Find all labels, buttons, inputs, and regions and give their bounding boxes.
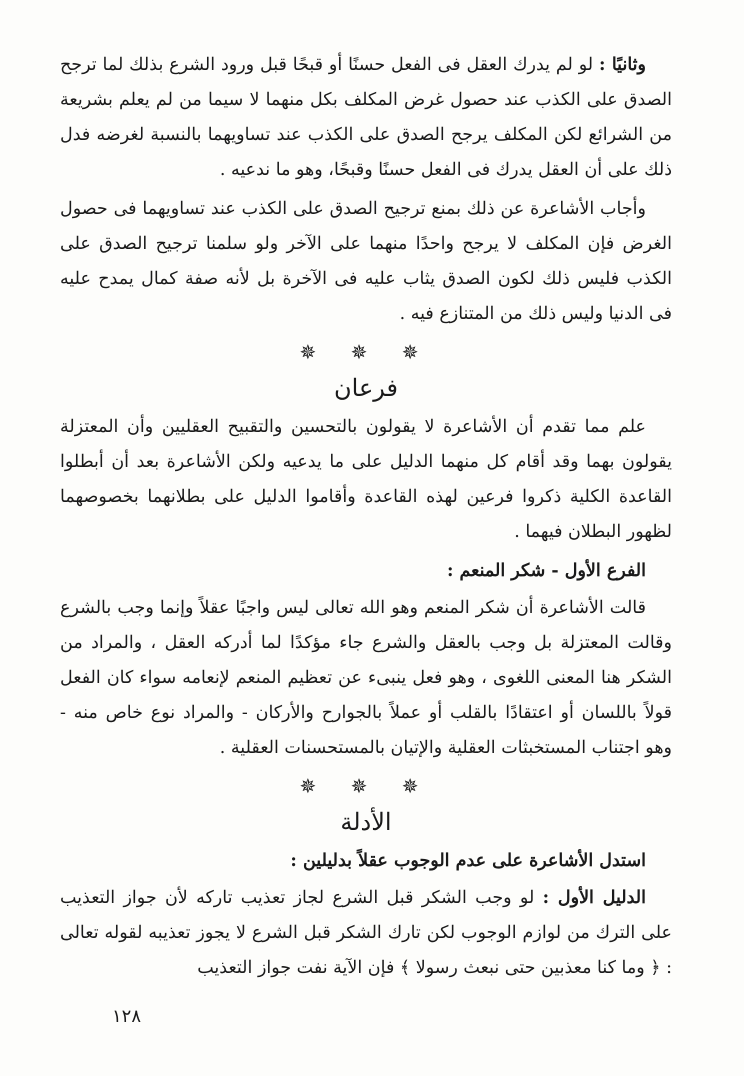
section-heading: الأدلة xyxy=(340,808,392,836)
subsection-heading: استدل الأشاعرة على عدم الوجوب عقلاً بدليلين : xyxy=(290,851,646,871)
paragraph-lead: وثانيًا : xyxy=(598,55,646,75)
paragraph-lead: الدليل الأول : xyxy=(542,888,646,908)
page-number: ١٢٨ xyxy=(112,1006,142,1027)
paragraph-text: لو وجب الشكر قبل الشرع لجاز تعذيب تاركه لأن جواز التعذيب على الترك من لوازم الوجوب لكن تارك الشكر قبل الشرع لا يجوز تعذيبه لقوله تعالى : ﴿ وما كنا معذبين حتى نبعث رسولا ﴾ فإن الآية نفت جواز التعذيب xyxy=(60,888,672,978)
paragraph-intro: علم مما تقدم أن الأشاعرة لا يقولون بالتحسين والتقبيح العقليين وأن المعتزلة يقولون بهما وقد أقام كل منهما الدليل على ما يدعيه ولكن الأشاعرة بعد أن أبطلوا القاعدة الكلية ذكروا فرعين لهذه القاعدة وأقاموا الدليل على بطلانهما بخصوصهما لظهور البطلان فيهما . xyxy=(60,417,672,542)
paragraph-ashari-reply: وأجاب الأشاعرة عن ذلك بمنع ترجيح الصدق على الكذب عند تساويهما فى حصول الغرض فإن المكلف لا يرجح واحدًا منهما على الآخر ولو سلمنا ترجيح الصدق على الكذب فليس ذلك لكون الصدق يثاب عليه فى الآخرة بل لأنه صفة كمال يمدح عليه فى الدنيا وليس ذلك من المتنازع فيه . xyxy=(60,199,672,324)
page-content xyxy=(60,48,672,990)
section-heading: فرعان xyxy=(334,374,398,402)
paragraph-text: لو لم يدرك العقل فى الفعل حسنًا أو قبحًا قبل ورود الشرع بذلك لما ترجح الصدق على الكذب عند حصول غرض المكلف بكل منهما لا سيما من لم يعلم بشريعة من الشرائع لكن المكلف يرجح الصدق على الكذب عند تساويهما بالنسبة لغرضه فدل ذلك على أن العقل يدرك فى الفعل حسنًا وقبحًا، وهو ما ندعيه . xyxy=(60,55,672,180)
section-divider: ✵ ✵ ✵ xyxy=(299,340,433,364)
section-divider: ✵ ✵ ✵ xyxy=(299,774,433,798)
subsection-heading: الفرع الأول - شكر المنعم : xyxy=(446,561,646,581)
paragraph-gratitude: قالت الأشاعرة أن شكر المنعم وهو الله تعالى ليس واجبًا عقلاً وإنما وجب بالشرع وقالت المعتزلة بل وجب بالعقل والشرع جاء مؤكدًا لما أدركه العقل ، والمراد من الشكر هنا المعنى اللغوى ، وهو فعل ينبىء عن تعظيم المنعم لإنعامه سواء كان الفعل قولاً باللسان أو اعتقادًا بالقلب أو عملاً بالجوارح والأركان - والمراد نوع خاص منه - وهو اجتناب المستخبثات العقلية والإتيان بالمستحسنات العقلية . xyxy=(60,598,672,758)
paragraph-secondly xyxy=(60,48,672,188)
paragraph-first-proof xyxy=(60,881,672,986)
